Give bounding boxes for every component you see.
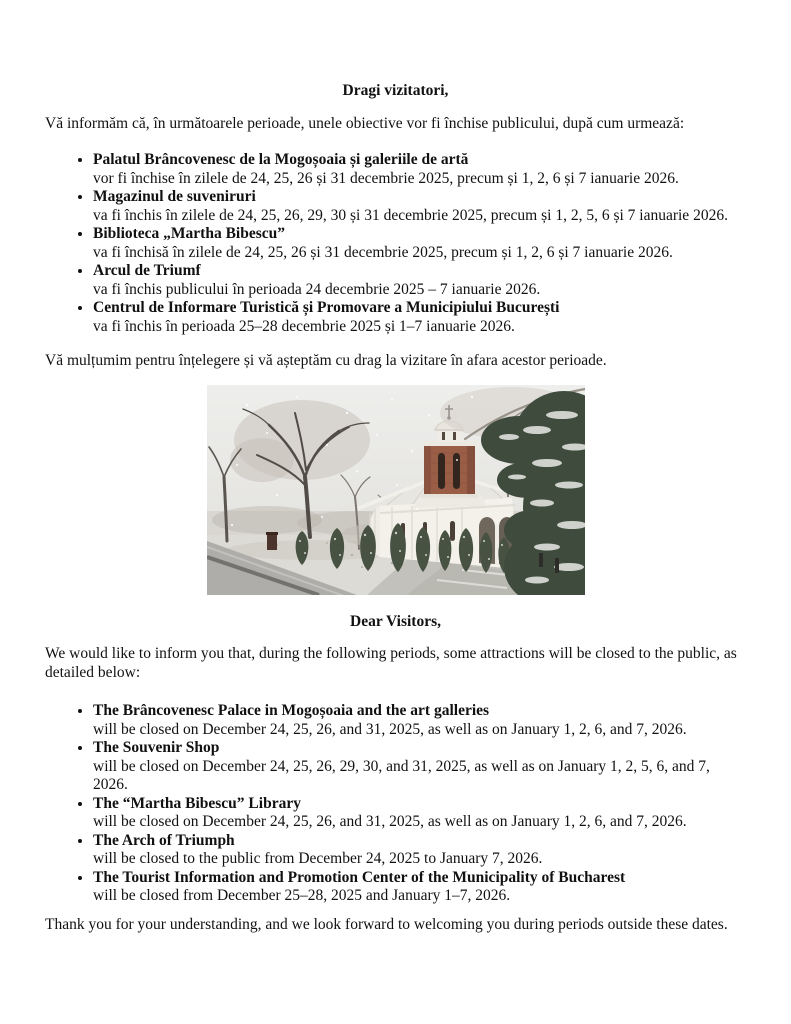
item-name: • Biblioteca „Martha Bibescu”	[93, 225, 286, 242]
item-name: • The Brâncovenesc Palace in Mogoșoaia and the art galleries	[93, 702, 490, 719]
romanian-closure-list	[45, 151, 746, 336]
item-name: • Arcul de Triumf	[93, 262, 201, 279]
item-detail: will be closed from December 25–28, 2025 and January 1–7, 2026.	[93, 887, 511, 904]
item-detail: vor fi închise în zilele de 24, 25, 26 și 31 decembrie 2025, precum și 1, 2, 6 și 7 ianuarie 2026.	[93, 169, 679, 187]
winter-church-photo-graphic	[207, 385, 585, 595]
item-name: • The Souvenir Shop	[93, 739, 220, 756]
romanian-outro-paragraph: Vă mulțumim pentru înțelegere și vă așteptăm cu drag la vizitare în afara acestor perioade.	[45, 352, 607, 369]
item-name: • Centrul de Informare Turistică și Promovare a Municipiului București	[93, 299, 560, 316]
item-name: • The Tourist Information and Promotion Center of the Municipality of Bucharest	[93, 868, 626, 886]
closure-item	[93, 739, 746, 795]
closure-item	[93, 262, 746, 299]
item-detail: will be closed on December 24, 25, 26, and 31, 2025, as well as on January 1, 2, 6, and 7, 2026.	[93, 813, 687, 830]
item-detail: va fi închis publicului în perioada 24 decembrie 2025 – 7 ianuarie 2026.	[93, 280, 541, 298]
item-name: • Magazinul de suveniruri	[93, 188, 256, 205]
item-detail: will be closed on December 24, 25, 26, 29, 30, and 31, 2025, as well as on January 1, 2, 5, 6, and 7, 2026.	[93, 757, 710, 793]
closure-item	[93, 151, 746, 188]
english-outro-paragraph: Thank you for your understanding, and we look forward to welcoming you during periods outside these dates.	[45, 915, 728, 933]
item-detail: will be closed to the public from December 24, 2025 to January 7, 2026.	[93, 850, 543, 867]
item-detail: va fi închis în zilele de 24, 25, 26, 29, 30 și 31 decembrie 2025, precum și 1, 2, 5, 6 și 7 ianuarie 2026.	[93, 206, 728, 224]
item-detail: will be closed on December 24, 25, 26, and 31, 2025, as well as on January 1, 2, 6, and 7, 2026.	[93, 720, 687, 738]
closure-item	[93, 832, 746, 869]
item-detail: va fi închis în perioada 25–28 decembrie 2025 și 1–7 ianuarie 2026.	[93, 317, 515, 335]
winter-church-photo	[45, 385, 746, 595]
closure-item	[93, 299, 746, 336]
item-detail: va fi închisă în zilele de 24, 25, 26 și 31 decembrie 2025, precum și 1, 2, 6 și 7 ianuarie 2026.	[93, 243, 673, 261]
closure-item	[93, 869, 746, 906]
closure-item	[93, 795, 746, 832]
romanian-intro-paragraph: Vă informăm că, în următoarele perioade, unele obiective vor fi închise publicului, după cum urmează:	[45, 114, 685, 132]
closure-item	[93, 188, 746, 225]
item-name: • The “Martha Bibescu” Library	[93, 794, 301, 812]
item-name: • Palatul Brâncovenesc de la Mogoșoaia și galeriile de artă	[93, 151, 469, 168]
item-name: • The Arch of Triumph	[93, 831, 235, 849]
closure-item	[93, 225, 746, 262]
english-closure-list	[45, 702, 746, 906]
english-title: Dear Visitors,	[350, 612, 441, 630]
document-content	[0, 82, 791, 934]
closure-item	[93, 702, 746, 739]
romanian-title: Dragi vizitatori,	[342, 82, 449, 99]
english-intro-paragraph: We would like to inform you that, during the following periods, some attractions will be closed to the public, as detailed below:	[45, 645, 737, 681]
